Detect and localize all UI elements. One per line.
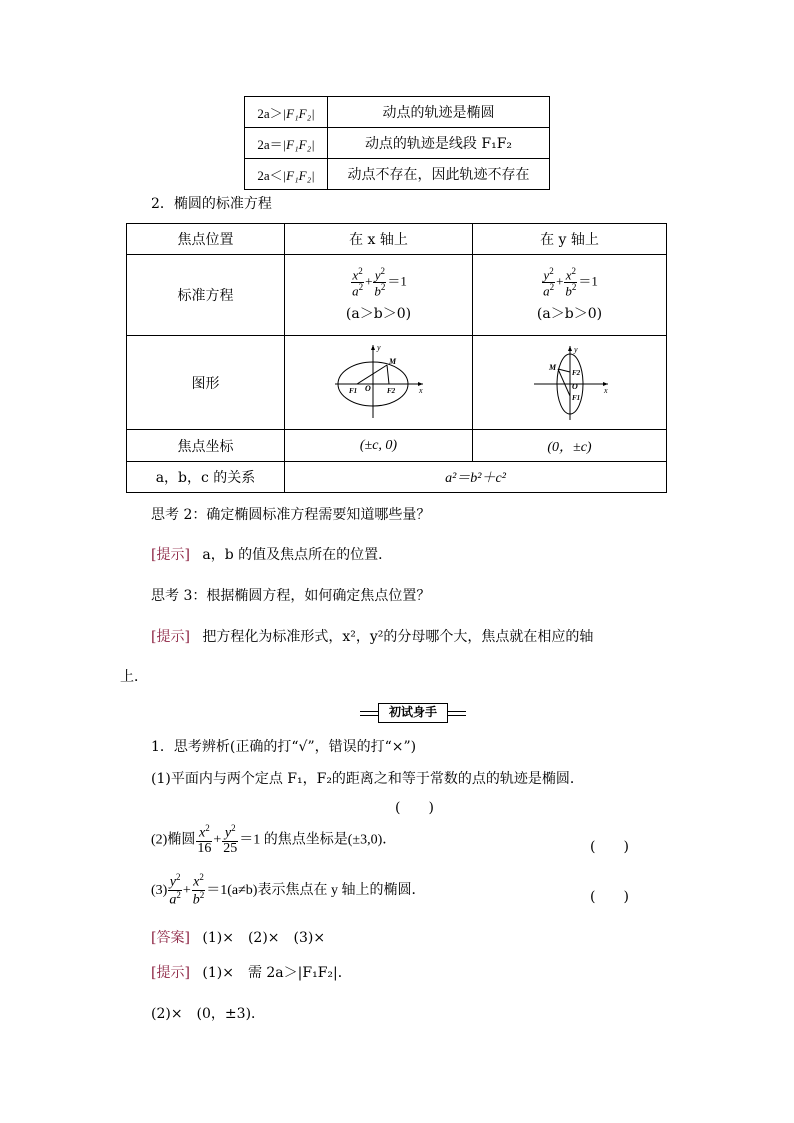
hint-line-1 xyxy=(151,962,352,982)
y-axis-focus-coordinates: (0，±c) xyxy=(473,430,667,462)
answer-blank-2: ( ) xyxy=(590,839,629,855)
condition-cell: 2a＜|F₁F₂| xyxy=(245,159,328,190)
hint-text: a，b 的值及焦点所在的位置． xyxy=(202,547,393,563)
x-axis-ellipse-figure xyxy=(285,336,473,430)
hint-line-2: (2)× (0，±3)． xyxy=(151,1006,266,1022)
row-label-standard-equation: 标准方程 xyxy=(127,255,285,336)
x-axis-equation-cell xyxy=(285,255,473,336)
answer-text: (1)× (2)× (3)× xyxy=(202,930,326,946)
focus-f2-label: F2 xyxy=(386,386,395,395)
condition-description: 动点的轨迹是椭圆 xyxy=(328,97,550,128)
section-title: 2．椭圆的标准方程 xyxy=(151,196,272,212)
origin-label: O xyxy=(571,381,578,391)
think-2-hint xyxy=(151,544,392,564)
exercise-1-item-1: (1)平面内与两个定点 F₁，F₂的距离之和等于常数的点的轨迹是椭圆． xyxy=(151,771,584,787)
hint-tag: [提示] xyxy=(151,547,190,563)
focus-f1-label: F1 xyxy=(571,393,580,402)
y-axis-condition: (a＞b＞0) xyxy=(536,306,603,323)
think-3-hint xyxy=(151,626,593,646)
item-3-prefix: (3) xyxy=(151,883,168,899)
point-m-label: M xyxy=(388,356,396,366)
standard-equation-table xyxy=(126,223,667,493)
point-m-label: M xyxy=(548,362,556,372)
header-x-axis: 在 x 轴上 xyxy=(285,224,473,255)
hint-tag: [提示] xyxy=(151,629,190,645)
x-axis-label: x xyxy=(418,385,423,395)
answer-blank-3: ( ) xyxy=(590,889,629,905)
exercise-1-item-3: (3) $\frac{y^2}{a^2}$ + $\frac{x^2}{b^2}$ ＝1(a≠b)表示焦点在 y 轴上的椭圆． xyxy=(151,872,426,908)
answer-line xyxy=(151,927,325,947)
think-3-hint-continuation: 上． xyxy=(120,669,148,685)
y-axis-equation-cell xyxy=(473,255,667,336)
header-focus-position: 焦点位置 xyxy=(127,224,285,255)
exercise-1-item-2: (2)椭圆 $\frac{x^2}{16}$ + $\frac{y^2}{25}$ ＝1 的焦点坐标是(±3,0)． xyxy=(151,823,397,857)
think-2-question: 思考 2：确定椭圆标准方程需要知道哪些量？ xyxy=(151,507,431,523)
ellipse-condition-table xyxy=(244,96,550,190)
answer-tag: [答案] xyxy=(151,930,190,946)
abc-relation-formula: a²＝b²＋c² xyxy=(285,462,667,493)
item-2-suffix: ＝1 的焦点坐标是(±3,0)． xyxy=(239,832,397,848)
condition-description: 动点不存在，因此轨迹不存在 xyxy=(328,159,550,190)
x-axis-label: x xyxy=(603,385,608,395)
x-axis-focus-coordinates: (±c, 0) xyxy=(285,430,473,462)
origin-label: O xyxy=(364,383,371,393)
focus-f2-label: F2 xyxy=(571,368,580,377)
think-3-question: 思考 3：根据椭圆方程，如何确定焦点位置？ xyxy=(151,588,431,604)
y-axis-label: y xyxy=(376,342,381,352)
condition-cell: 2a＞|F₁F₂| xyxy=(245,97,328,128)
row-label-focus-coordinates: 焦点坐标 xyxy=(127,430,285,462)
focus-f1-label: F1 xyxy=(348,386,357,395)
exercise-1-title: 1．思考辨析(正确的打“√”，错误的打“×”) xyxy=(151,739,417,755)
item-2-prefix: (2)椭圆 xyxy=(151,832,196,848)
y-axis-label: y xyxy=(573,344,578,354)
practice-banner xyxy=(360,703,466,721)
banner-label: 初试身手 xyxy=(378,703,448,723)
header-y-axis: 在 y 轴上 xyxy=(473,224,667,255)
hint-text: 把方程化为标准形式，x²，y²的分母哪个大，焦点就在相应的轴 xyxy=(202,629,594,645)
condition-cell: 2a＝|F₁F₂| xyxy=(245,128,328,159)
y-axis-equation: $\frac{y^2}{a^2}$ + $\frac{x^2}{b^2}$ ＝1 xyxy=(543,265,598,298)
vertical-ellipse-diagram xyxy=(520,340,620,422)
row-label-abc-relation: a，b，c 的关系 xyxy=(127,462,285,493)
hint-text: (1)× 需 2a＞|F₁F₂|． xyxy=(202,965,352,981)
answer-blank-1: ( ) xyxy=(395,800,434,816)
row-label-figure: 图形 xyxy=(127,336,285,430)
y-axis-ellipse-figure xyxy=(473,336,667,430)
x-axis-equation: $\frac{x^2}{a^2}$ + $\frac{y^2}{b^2}$ ＝1 xyxy=(352,265,407,298)
item-3-suffix: ＝1(a≠b)表示焦点在 y 轴上的椭圆． xyxy=(206,883,426,899)
hint-tag: [提示] xyxy=(151,965,190,981)
horizontal-ellipse-diagram xyxy=(329,340,429,422)
x-axis-condition: (a＞b＞0) xyxy=(345,306,412,323)
condition-description: 动点的轨迹是线段 F₁F₂ xyxy=(328,128,550,159)
